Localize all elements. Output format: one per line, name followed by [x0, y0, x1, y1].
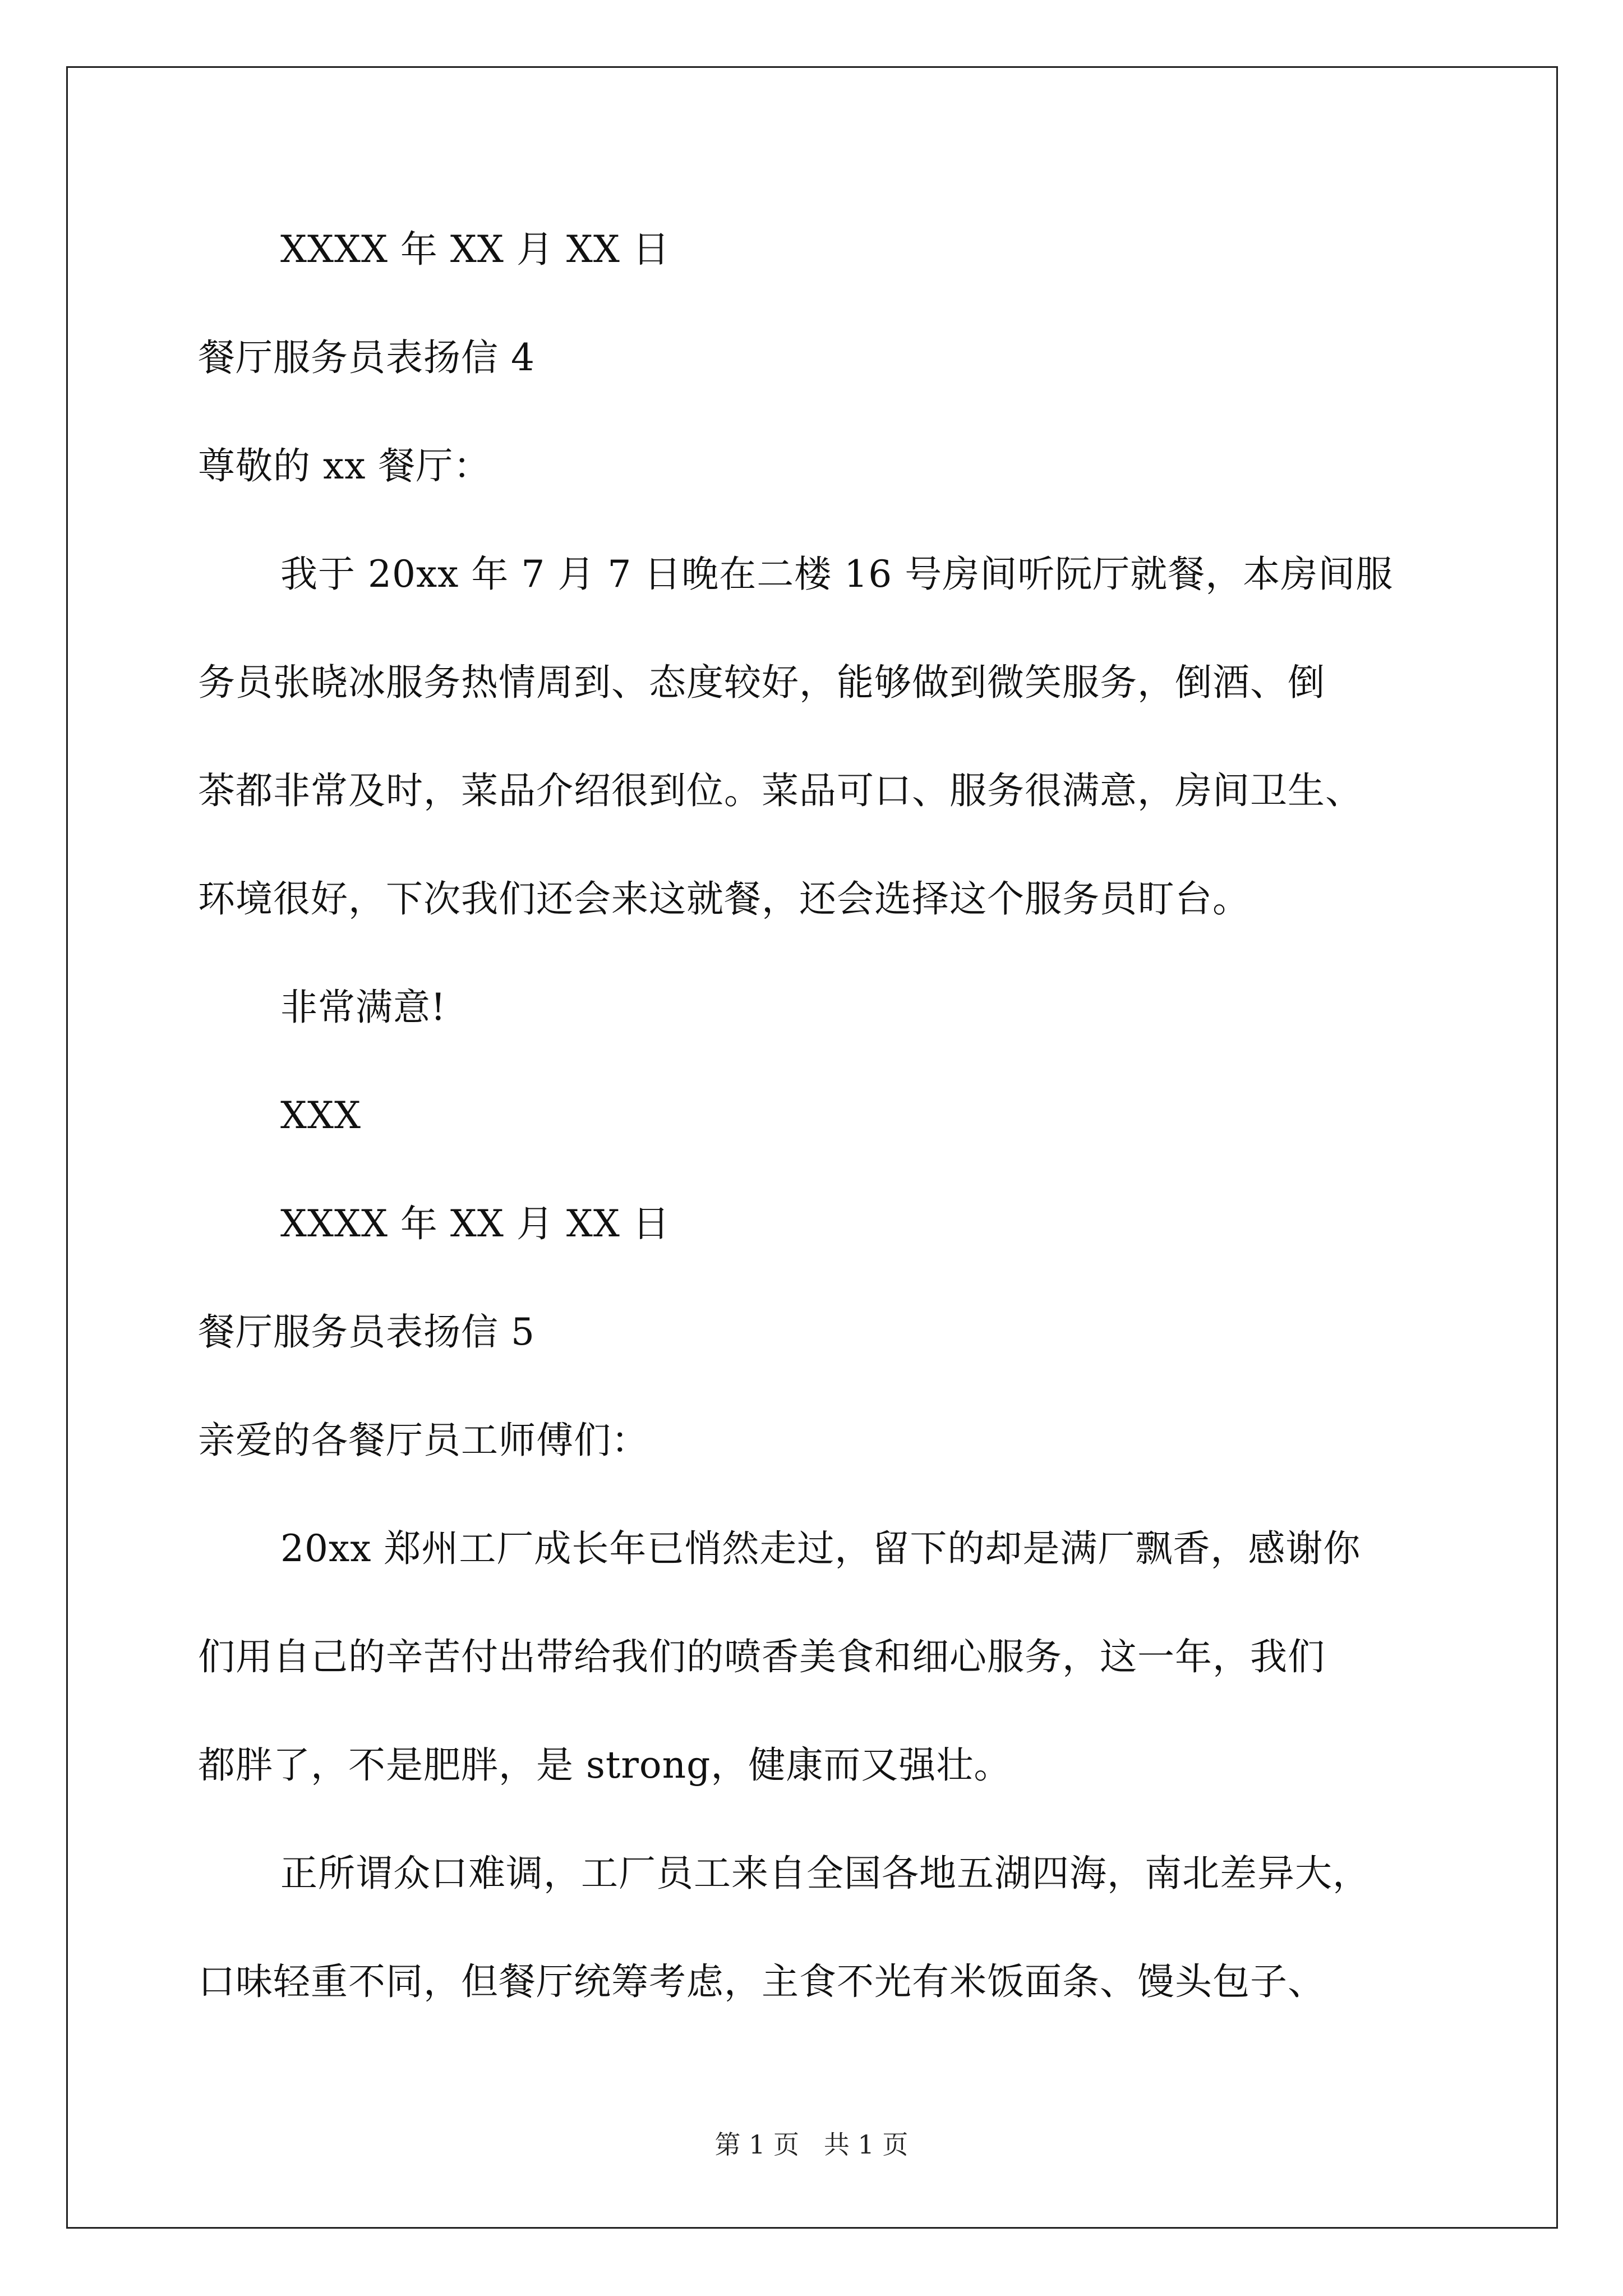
letter-heading: 餐厅服务员表扬信 4	[198, 336, 535, 379]
salutation: 尊敬的 xx 餐厅：	[198, 444, 491, 487]
paragraph-line: 们用自己的辛苦付出带给我们的喷香美食和细心服务，这一年，我们	[198, 1635, 1325, 1678]
paragraph-line: 口味轻重不同，但餐厅统筹考虑，主食不光有米饭面条、馒头包子、	[198, 1960, 1325, 2003]
page-footer: 第 1 页 共 1 页	[714, 2129, 909, 2160]
letter-heading: 餐厅服务员表扬信 5	[198, 1310, 535, 1354]
salutation: 亲爱的各餐厅员工师傅们：	[198, 1419, 649, 1462]
paragraph-line: 都胖了，不是肥胖，是 strong，健康而又强壮。	[198, 1743, 1012, 1787]
paragraph-line: 茶都非常及时，菜品介绍很到位。菜品可口、服务很满意，房间卫生、	[198, 769, 1363, 812]
paragraph-line: 正所谓众口难调，工厂员工来自全国各地五湖四海，南北差异大，	[280, 1852, 1370, 1895]
paragraph-line: 环境很好，下次我们还会来这就餐，还会选择这个服务员盯台。	[198, 877, 1250, 921]
page-border	[66, 66, 1558, 2229]
date-line: XXXX 年 XX 月 XX 日	[280, 228, 670, 271]
paragraph-line: 20xx 郑州工厂成长年已悄然走过，留下的却是满厂飘香，感谢你	[280, 1527, 1361, 1570]
paragraph-line: 务员张晓冰服务热情周到、态度较好，能够做到微笑服务，倒酒、倒	[198, 661, 1325, 704]
closing-remark: 非常满意!	[280, 986, 446, 1029]
signature: XXX	[280, 1094, 361, 1137]
date-line: XXXX 年 XX 月 XX 日	[280, 1202, 670, 1245]
paragraph-line: 我于 20xx 年 7 月 7 日晚在二楼 16 号房间听阮厅就餐，本房间服	[280, 553, 1394, 596]
